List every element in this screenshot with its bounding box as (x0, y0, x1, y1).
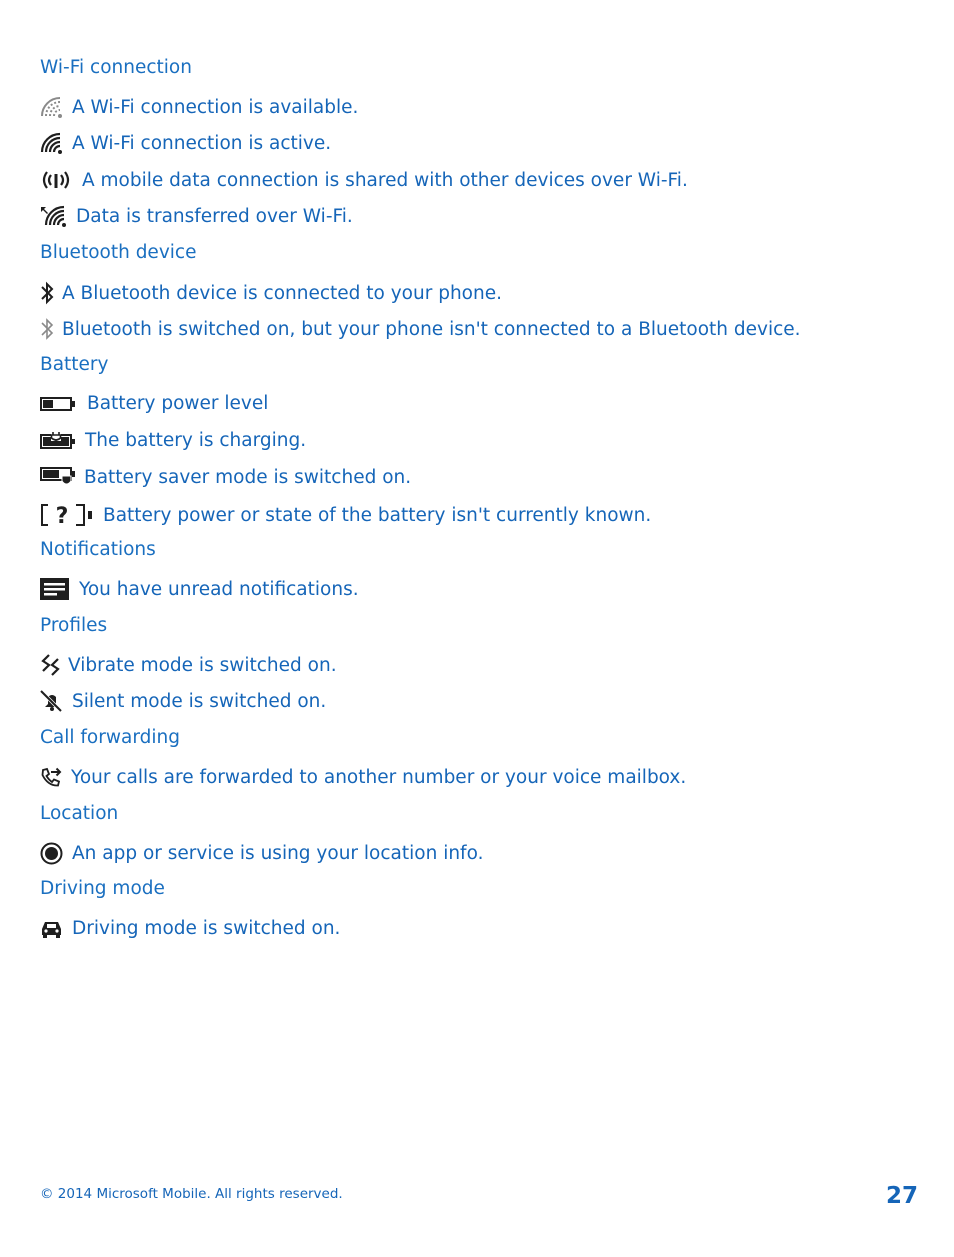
item-text: Silent mode is switched on. (72, 690, 327, 712)
list-item (40, 690, 326, 712)
car-icon (40, 919, 63, 939)
item-text: Bluetooth is switched on, but your phone isn't connected to a Bluetooth device. (62, 318, 801, 340)
list-item (40, 393, 268, 414)
vibrate-icon (40, 654, 61, 676)
list-item (40, 578, 359, 600)
section-heading-notifications: Notifications (40, 539, 156, 560)
section-heading-battery: Battery (40, 354, 109, 375)
location-icon (40, 842, 63, 865)
section-heading-driving-mode: Driving mode (40, 878, 165, 899)
page-number: 27 (886, 1183, 919, 1209)
list-item (40, 96, 358, 118)
battery-unknown-icon (40, 503, 94, 527)
item-text: A Wi-Fi connection is active. (72, 132, 332, 154)
list-item (40, 317, 801, 341)
item-text: Vibrate mode is switched on. (68, 654, 337, 676)
list-item (40, 281, 502, 305)
section-heading-wifi: Wi-Fi connection (40, 57, 192, 78)
wifi-sharing-icon (40, 169, 72, 191)
item-text: A Wi-Fi connection is available. (72, 96, 359, 118)
section-heading-bluetooth: Bluetooth device (40, 242, 197, 263)
wifi-transfer-icon (40, 205, 68, 227)
copyright-notice: © 2014 Microsoft Mobile. All rights reserved. (40, 1186, 343, 1202)
list-item (40, 430, 306, 451)
list-item (40, 654, 337, 676)
item-text: You have unread notifications. (79, 578, 359, 600)
item-text: A Bluetooth device is connected to your phone. (62, 282, 502, 304)
item-text: Data is transferred over Wi-Fi. (76, 205, 353, 227)
battery-level-icon (40, 396, 76, 412)
item-text: The battery is charging. (85, 430, 307, 451)
silent-icon (40, 690, 64, 712)
list-item (40, 169, 688, 191)
item-text: Your calls are forwarded to another number or your voice mailbox. (71, 766, 687, 788)
bluetooth-connected-icon (40, 281, 54, 305)
bluetooth-on-icon (40, 317, 54, 341)
item-text: A mobile data connection is shared with other devices over Wi-Fi. (82, 169, 688, 191)
wifi-available-icon (40, 96, 64, 118)
call-forward-icon (40, 766, 62, 788)
battery-saver-icon (40, 466, 76, 488)
notifications-icon (40, 578, 69, 600)
battery-charging-icon (40, 431, 76, 451)
list-item (40, 503, 651, 527)
section-heading-call-forwarding: Call forwarding (40, 727, 180, 748)
wifi-active-icon (40, 132, 64, 154)
item-text: Battery power or state of the battery isn't currently known. (103, 504, 652, 526)
list-item (40, 842, 483, 865)
item-text: Battery power level (87, 393, 269, 414)
list-item (40, 918, 340, 939)
section-heading-location: Location (40, 803, 119, 824)
list-item (40, 466, 411, 488)
list-item (40, 205, 353, 227)
item-text: An app or service is using your location info. (72, 843, 484, 864)
list-item (40, 132, 331, 154)
section-heading-profiles: Profiles (40, 615, 108, 636)
item-text: Battery saver mode is switched on. (84, 466, 412, 488)
list-item (40, 766, 686, 788)
item-text: Driving mode is switched on. (72, 918, 341, 939)
svg-text:?: ? (55, 504, 69, 527)
